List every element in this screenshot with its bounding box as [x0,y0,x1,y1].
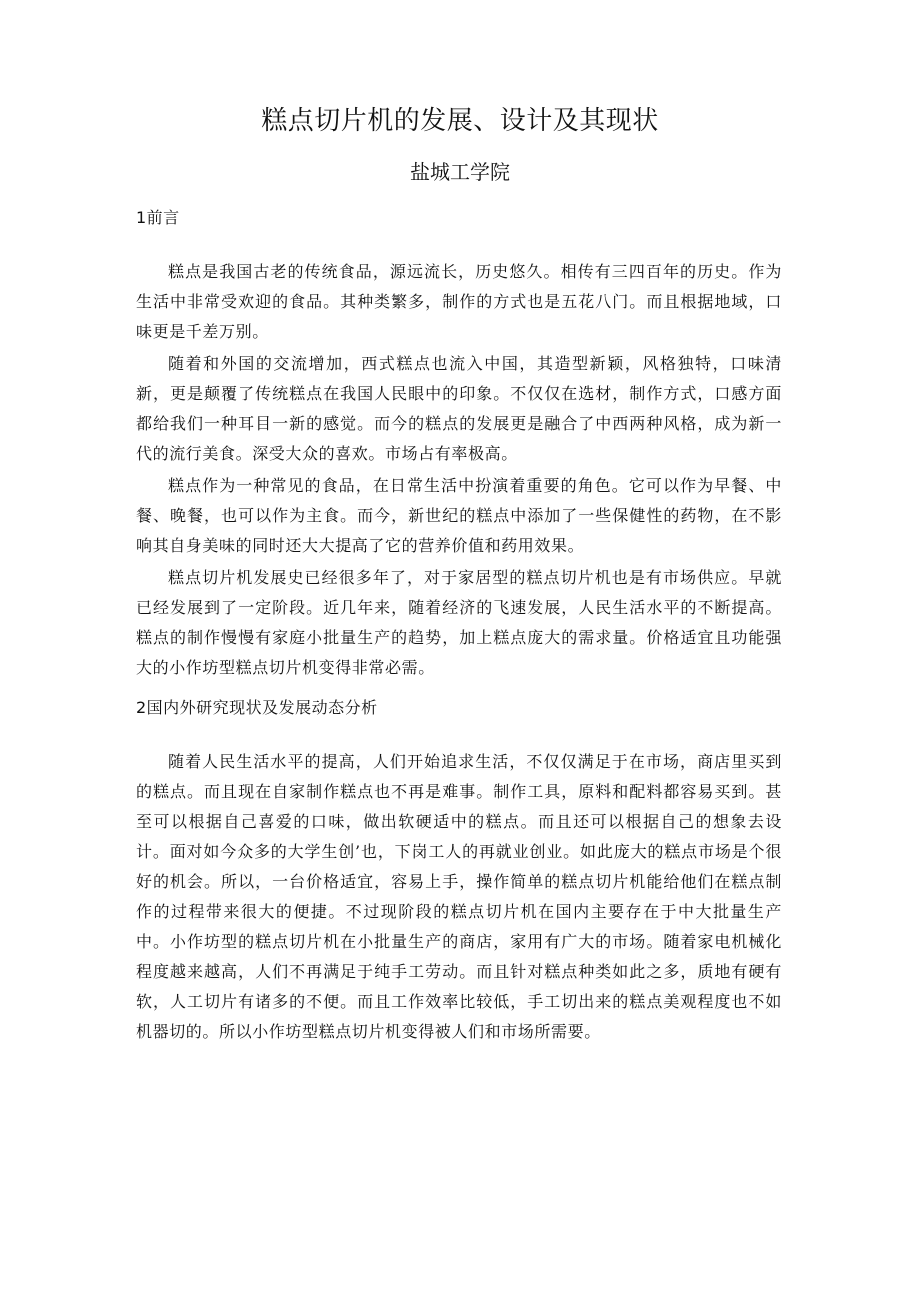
section-heading: 1前言 [136,208,180,227]
section-heading: 2国内外研究现状及发展动态分析 [136,698,378,717]
section-introduction [136,203,782,683]
paragraph: 糕点作为一种常见的食品，在日常生活中扮演着重要的角色。它可以作为早餐、中餐、晚餐，也可以作为主食。而今，新世纪的糕点中添加了一些保健性的药物，在不影响其自身美味的同时还大大提高了它的营养价值和药用效果。 [136,476,782,555]
document-title: 糕点切片机的发展、设计及其现状 [261,106,659,136]
document-body [136,203,782,1049]
section-research-status [136,693,782,1047]
document-affiliation: 盐城工学院 [410,160,510,184]
paragraph: 随着和外国的交流增加，西式糕点也流入中国，其造型新颖，风格独特，口味清新，更是颠覆了传统糕点在我国人民眼中的印象。不仅仅在选材，制作方式，口感方面都给我们一种耳目一新的感觉。而今的糕点的发展更是融合了中西两种风格，成为新一代的流行美食。深受大众的喜欢。市场占有率极高。 [136,354,782,463]
paragraph: 糕点是我国古老的传统食品，源远流长，历史悠久。相传有三四百年的历史。作为生活中非常受欢迎的食品。其种类繁多，制作的方式也是五花八门。而且根据地域，口味更是千差万别。 [136,262,782,341]
paragraph: 随着人民生活水平的提高，人们开始追求生活，不仅仅满足于在市场，商店里买到的糕点。而且现在自家制作糕点也不再是难事。制作工具，原料和配料都容易买到。甚至可以根据自己喜爱的口味，做出软硬适中的糕点。而且还可以根据自己的想象去设计。面对如今众多的大学生创’也，下岗工人的再就业创业。如此庞大的糕点市场是个很好的机会。所以，一台价格适宜，容易上手，操作简单的糕点切片机能给他们在糕点制作的过程带来很大的便捷。不过现阶段的糕点切片机在国内主要存在于中大批量生产中。小作坊型的糕点切片机在小批量生产的商店，家用有广大的市场。随着家电机械化程度越来越高，人们不再满足于纯手工劳动。而且针对糕点种类如此之多，质地有硬有软，人工切片有诸多的不便。而且工作效率比较低，手工切出来的糕点美观程度也不如机器切的。所以小作坊型糕点切片机变得被人们和市场所需要。 [136,752,782,1041]
paragraph: 糕点切片机发展史已经很多年了，对于家居型的糕点切片机也是有市场供应。早就已经发展到了一定阶段。近几年来，随着经济的飞速发展，人民生活水平的不断提高。糕点的制作慢慢有家庭小批量生产的趋势，加上糕点庞大的需求量。价格适宜且功能强大的小作坊型糕点切片机变得非常必需。 [136,568,782,677]
